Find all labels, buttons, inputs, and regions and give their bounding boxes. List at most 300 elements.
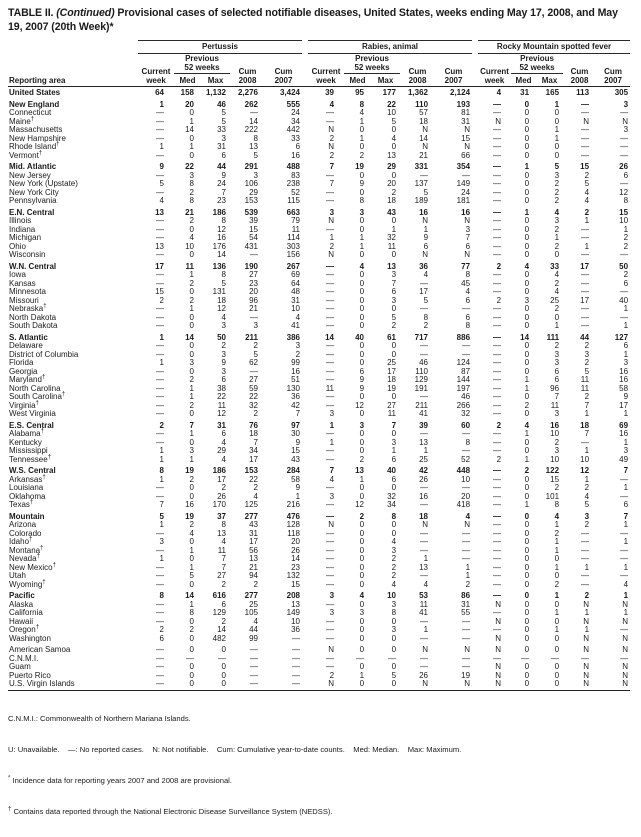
cell: 431 — [244, 241, 258, 251]
cell: 170 — [212, 500, 226, 510]
cell: 7 — [391, 420, 397, 430]
cell: 238 — [286, 179, 301, 189]
cell: 6 — [159, 633, 164, 643]
cell: 24 — [461, 187, 471, 197]
cell: 14 — [249, 116, 258, 126]
table-row-idaho — [8, 538, 630, 547]
row-label: Kansas — [9, 278, 36, 288]
row-label: Ohio — [9, 241, 26, 251]
cell: 1 — [623, 304, 629, 314]
cell: — — [420, 500, 429, 510]
cell: 4 — [391, 537, 397, 547]
cell: 3 — [359, 420, 365, 430]
cell: N — [328, 250, 335, 260]
cell: 94 — [249, 571, 258, 581]
cell: — — [493, 150, 502, 160]
cell: — — [493, 608, 502, 618]
cell: 11 — [580, 383, 590, 393]
cell: 0 — [524, 483, 530, 493]
cell: — — [326, 454, 335, 464]
cell: 40 — [619, 295, 629, 305]
row-label: Arizona — [9, 520, 37, 530]
cell: 14 — [185, 591, 194, 601]
cell: 15 — [155, 287, 164, 297]
cell: 46 — [419, 358, 429, 368]
cell: — — [156, 250, 164, 260]
cell: — — [156, 383, 164, 393]
cell: 1 — [359, 241, 365, 251]
cell: 0 — [524, 670, 530, 680]
cell: — — [493, 562, 502, 572]
cell: — — [493, 207, 502, 217]
header-blank — [8, 40, 138, 53]
cell: — — [230, 680, 265, 690]
cell: — — [493, 653, 502, 663]
cell: 106 — [244, 179, 258, 189]
cell: — — [581, 653, 590, 663]
cell: — — [326, 562, 335, 572]
cell: — — [326, 261, 335, 271]
footnote-text: U: Unavailable. —: No reported cases. N: Not notifiable. Cum: Cumulative year-to-date counts. Med: Median. Max: Maximum. — [8, 745, 462, 755]
cell: 17 — [249, 537, 258, 547]
cell: 0 — [359, 520, 365, 530]
cell: 2 — [584, 392, 590, 402]
cell: 2 — [554, 278, 560, 288]
cell: — — [493, 241, 502, 251]
cell: 0 — [359, 662, 365, 672]
cell: N — [464, 520, 471, 530]
cell: 177 — [371, 87, 400, 98]
cell: 5 — [159, 179, 164, 189]
cell: 8 — [359, 99, 365, 109]
cell: 9 — [295, 483, 301, 493]
cell: 0 — [554, 670, 560, 680]
table-row-new-england — [8, 101, 630, 110]
cell: — — [156, 116, 164, 126]
cell: N — [464, 216, 471, 226]
cell: 2 — [359, 150, 365, 160]
cell: 0 — [524, 278, 530, 288]
cell: 20 — [461, 491, 471, 501]
cell: 2 — [189, 400, 194, 410]
cell: 13 — [355, 466, 365, 476]
cell: 0 — [391, 216, 397, 226]
cell: 0 — [524, 511, 530, 521]
cell: 48 — [291, 287, 301, 297]
cell: 32 — [387, 491, 397, 501]
cell: 1 — [554, 133, 560, 143]
cell: 0 — [554, 571, 560, 581]
cell: 38 — [217, 383, 226, 393]
cell: 0 — [524, 662, 530, 672]
cell: 0 — [359, 187, 365, 197]
cell: — — [493, 491, 502, 501]
cell: 4 — [524, 420, 530, 430]
cell: 476 — [286, 511, 301, 521]
cell: 1 — [584, 216, 590, 226]
cell: — — [620, 571, 629, 581]
cell: 0 — [189, 537, 194, 547]
table-row-rhode-island — [8, 143, 630, 152]
cell: 6 — [295, 142, 301, 152]
cell: 1 — [623, 224, 629, 234]
cell: 1 — [189, 142, 194, 152]
cell: 53 — [419, 591, 429, 601]
cell: 7 — [623, 466, 629, 476]
cell: 6 — [465, 295, 471, 305]
cell: — — [420, 571, 429, 581]
cell: 11 — [580, 375, 590, 385]
cell: — — [326, 662, 335, 672]
cell: 5 — [584, 500, 590, 510]
cell: 1 — [554, 625, 560, 635]
cell: 482 — [212, 633, 226, 643]
cell: 208 — [286, 591, 301, 601]
cell: 10 — [387, 591, 397, 601]
cell: 0 — [359, 429, 365, 439]
cell: 1 — [623, 321, 629, 331]
table-row-mid-atlantic — [8, 163, 630, 172]
cell: 2 — [496, 420, 502, 430]
cell: 1 — [329, 437, 335, 447]
cell: 7 — [584, 400, 590, 410]
col-header-current-week: Current week — [141, 66, 171, 86]
cell: 0 — [524, 170, 530, 180]
cell: 9 — [359, 383, 365, 393]
cell: 31 — [249, 528, 258, 538]
cell: 4 — [359, 108, 365, 118]
cell: 9 — [359, 179, 365, 189]
table-row-iowa — [8, 271, 630, 280]
cell: 25 — [419, 454, 429, 464]
cell: 1 — [554, 545, 560, 555]
cell: — — [493, 591, 502, 601]
cell: 7 — [329, 466, 335, 476]
cell: — — [462, 304, 471, 314]
cell: 27 — [249, 270, 258, 280]
table-row-vermont — [8, 152, 630, 161]
cell: 0 — [359, 571, 365, 581]
cell: 1 — [623, 608, 629, 618]
cell: 197 — [456, 383, 471, 393]
cell: 2 — [496, 295, 502, 305]
cell: 7 — [159, 500, 164, 510]
cell: 4 — [221, 437, 226, 447]
cell: 4 — [584, 491, 590, 501]
cell: 13 — [249, 554, 258, 564]
cell: 1 — [623, 537, 629, 547]
cell: 0 — [359, 554, 365, 564]
cell: N — [583, 116, 590, 126]
cell: 2 — [189, 375, 194, 385]
cell: — — [620, 287, 629, 297]
cell: — — [493, 341, 502, 351]
cell: 3 — [584, 511, 590, 521]
cell: — — [493, 483, 502, 493]
cell: 3 — [391, 437, 397, 447]
cell: 9 — [623, 392, 629, 402]
table-row-minnesota — [8, 288, 630, 297]
cell: 0 — [391, 645, 397, 655]
cell: 158 — [174, 87, 201, 98]
cell: 2 — [391, 562, 397, 572]
cell: 5 — [159, 511, 164, 521]
cell: 1 — [584, 446, 590, 456]
cell: 46 — [217, 99, 226, 109]
cell: — — [250, 645, 258, 655]
row-label: Nebraska† — [9, 303, 47, 314]
cell: — — [156, 304, 164, 314]
cell: — — [620, 491, 629, 501]
cell: 41 — [419, 409, 429, 419]
cell: 2 — [623, 233, 629, 243]
cell: 6 — [391, 454, 397, 464]
cell: 2 — [554, 483, 560, 493]
cell: 8 — [253, 133, 258, 143]
cell: 2 — [221, 341, 226, 351]
cell: 6 — [623, 500, 629, 510]
cell: 0 — [524, 241, 530, 251]
cell: — — [156, 216, 164, 226]
cell: 0 — [524, 150, 530, 160]
cell: — — [326, 599, 335, 609]
cell: 3 — [329, 491, 335, 501]
cell: — — [620, 545, 629, 555]
cell: — — [493, 366, 502, 376]
cell: 17 — [387, 366, 397, 376]
col-header-cum-2008: Cum 2008 — [238, 66, 257, 86]
cell: 0 — [524, 562, 530, 572]
cell: 12 — [355, 400, 365, 410]
row-label: Arkansas† — [9, 474, 46, 484]
cell: 1 — [295, 491, 301, 501]
cell: — — [326, 653, 335, 663]
cell: 69 — [619, 420, 629, 430]
cell: 21 — [249, 304, 258, 314]
cell: — — [620, 108, 629, 118]
cell: — — [326, 633, 335, 643]
table-row-s-atlantic — [8, 334, 630, 343]
row-label: Rhode Island† — [9, 141, 60, 152]
cell: 1 — [329, 233, 335, 243]
cell: 0 — [554, 116, 560, 126]
cell: 0 — [189, 670, 194, 680]
cell: 2 — [554, 437, 560, 447]
cell: 34 — [249, 446, 258, 456]
table-row-kansas — [8, 280, 630, 289]
cell: 18 — [419, 116, 429, 126]
cell: — — [620, 474, 629, 484]
cell: 2 — [524, 466, 530, 476]
table-row-mountain — [8, 513, 630, 522]
cell: 41 — [291, 321, 301, 331]
cell: 190 — [244, 261, 258, 271]
cell: 3 — [253, 170, 258, 180]
cell: N — [422, 645, 429, 655]
cell: 0 — [524, 599, 530, 609]
cell: 0 — [554, 633, 560, 643]
cell: — — [420, 653, 429, 663]
table-row-illinois — [8, 217, 630, 226]
cell: — — [156, 133, 164, 143]
cell: 14 — [419, 133, 429, 143]
cell: 5 — [221, 278, 226, 288]
cell: 0 — [359, 142, 365, 152]
cell: 3 — [221, 349, 226, 359]
cell: 0 — [189, 133, 194, 143]
cell: 0 — [359, 437, 365, 447]
row-label: Idaho† — [9, 536, 33, 547]
cell: — — [326, 304, 335, 314]
cell: 2 — [253, 341, 258, 351]
cell: 14 — [217, 625, 226, 635]
cell: 25 — [550, 295, 560, 305]
cell: 130 — [286, 383, 301, 393]
cell: 2 — [554, 241, 560, 251]
cell: 488 — [286, 162, 301, 172]
cell: 132 — [286, 571, 301, 581]
table-title-rest: Provisional cases of selected notifiable diseases, United States, weeks ending May 17, 2008, and May 19, 2007 (20th Week)* — [8, 7, 618, 33]
table-row-nevada — [8, 555, 630, 564]
cell: 1 — [554, 591, 560, 601]
cell: 4 — [554, 207, 560, 217]
cell: — — [462, 170, 471, 180]
cell: 9 — [221, 170, 226, 180]
cell: — — [156, 400, 164, 410]
table-row-united-states — [8, 87, 630, 98]
cell: — — [250, 250, 258, 260]
table-row-pacific — [8, 592, 630, 601]
cell: 153 — [244, 196, 258, 206]
cell: — — [493, 358, 502, 368]
col-header-max: Max — [377, 76, 394, 86]
cell: 8 — [159, 466, 164, 476]
cell: 1 — [554, 233, 560, 243]
table-row-nebraska — [8, 305, 630, 314]
cell: 77 — [461, 261, 471, 271]
cell: 1 — [159, 554, 164, 564]
row-label: Virginia† — [9, 400, 39, 410]
cell: 43 — [387, 207, 397, 217]
cell: N — [495, 616, 502, 626]
cell: 0 — [359, 170, 365, 180]
cell: — — [156, 108, 164, 118]
cell: 5 — [391, 670, 397, 680]
cell: — — [493, 125, 502, 135]
cell: — — [292, 670, 301, 680]
cell: 0 — [524, 312, 530, 322]
cell: 7 — [221, 187, 226, 197]
table-row-w-n-central — [8, 263, 630, 272]
cell: 9 — [295, 437, 301, 447]
cell: — — [156, 366, 164, 376]
cell: 111 — [546, 332, 560, 342]
cell: 31 — [217, 420, 226, 430]
cell: 27 — [217, 571, 226, 581]
cell: 4 — [554, 511, 560, 521]
cell: 0 — [189, 633, 194, 643]
cell: 0 — [221, 670, 226, 680]
cell: N — [328, 520, 335, 530]
cell: — — [326, 400, 335, 410]
cell: 0 — [359, 446, 365, 456]
row-label: E.N. Central — [9, 207, 55, 217]
cell: 663 — [286, 207, 301, 217]
cell: 0 — [359, 224, 365, 234]
table-row-montana — [8, 547, 630, 556]
cell: 6 — [221, 375, 226, 385]
cell: — — [493, 520, 502, 530]
cell: 62 — [249, 358, 258, 368]
cell: 0 — [189, 366, 194, 376]
cell: — — [493, 270, 502, 280]
cell: 114 — [287, 233, 301, 243]
cell: 10 — [291, 304, 301, 314]
cell: 10 — [580, 454, 590, 464]
cell: N — [328, 216, 335, 226]
cell: 14 — [520, 332, 530, 342]
cell: N — [495, 599, 502, 609]
cell: N — [464, 250, 471, 260]
cell: — — [493, 196, 502, 206]
cell: 149 — [456, 179, 471, 189]
cell: 11 — [217, 545, 226, 555]
cell: — — [493, 142, 502, 152]
cell: 15 — [461, 133, 471, 143]
cell: 17 — [580, 295, 590, 305]
cell: 4 — [465, 511, 471, 521]
cell: — — [493, 383, 502, 393]
cell: 4 — [329, 474, 335, 484]
cell: — — [420, 537, 429, 547]
cell: 6 — [554, 375, 560, 385]
cell: 8 — [554, 500, 560, 510]
cell: 0 — [359, 270, 365, 280]
row-label: Colorado — [9, 528, 42, 538]
cell: 18 — [580, 420, 590, 430]
cell: 0 — [524, 366, 530, 376]
cell: 1 — [423, 446, 429, 456]
cell: 4 — [465, 287, 471, 297]
cell: 97 — [291, 420, 301, 430]
table-row-oregon — [8, 626, 630, 635]
cell: 3 — [391, 295, 397, 305]
cell: 186 — [212, 466, 226, 476]
cell: — — [581, 108, 590, 118]
col-header-reporting-area: Reporting area — [9, 76, 66, 86]
cell: 0 — [524, 554, 530, 564]
cell: 16 — [185, 500, 194, 510]
cell: 0 — [536, 680, 563, 690]
cell: 124 — [456, 358, 471, 368]
cell: 0 — [524, 349, 530, 359]
cell: 1 — [189, 562, 194, 572]
table-row-c-n-m-i — [8, 655, 630, 664]
cell: 9 — [423, 233, 429, 243]
row-label: New Mexico† — [9, 562, 56, 572]
cell: 2 — [329, 241, 335, 251]
cell: — — [462, 633, 471, 643]
cell: 25 — [387, 358, 397, 368]
cell: 4 — [584, 187, 590, 197]
cell: — — [620, 554, 629, 564]
cell: — — [462, 625, 471, 635]
cell: N — [435, 680, 472, 690]
cell: 36 — [419, 261, 429, 271]
cell: — — [493, 304, 502, 314]
cell: 1 — [159, 142, 164, 152]
cell: 3 — [159, 537, 164, 547]
